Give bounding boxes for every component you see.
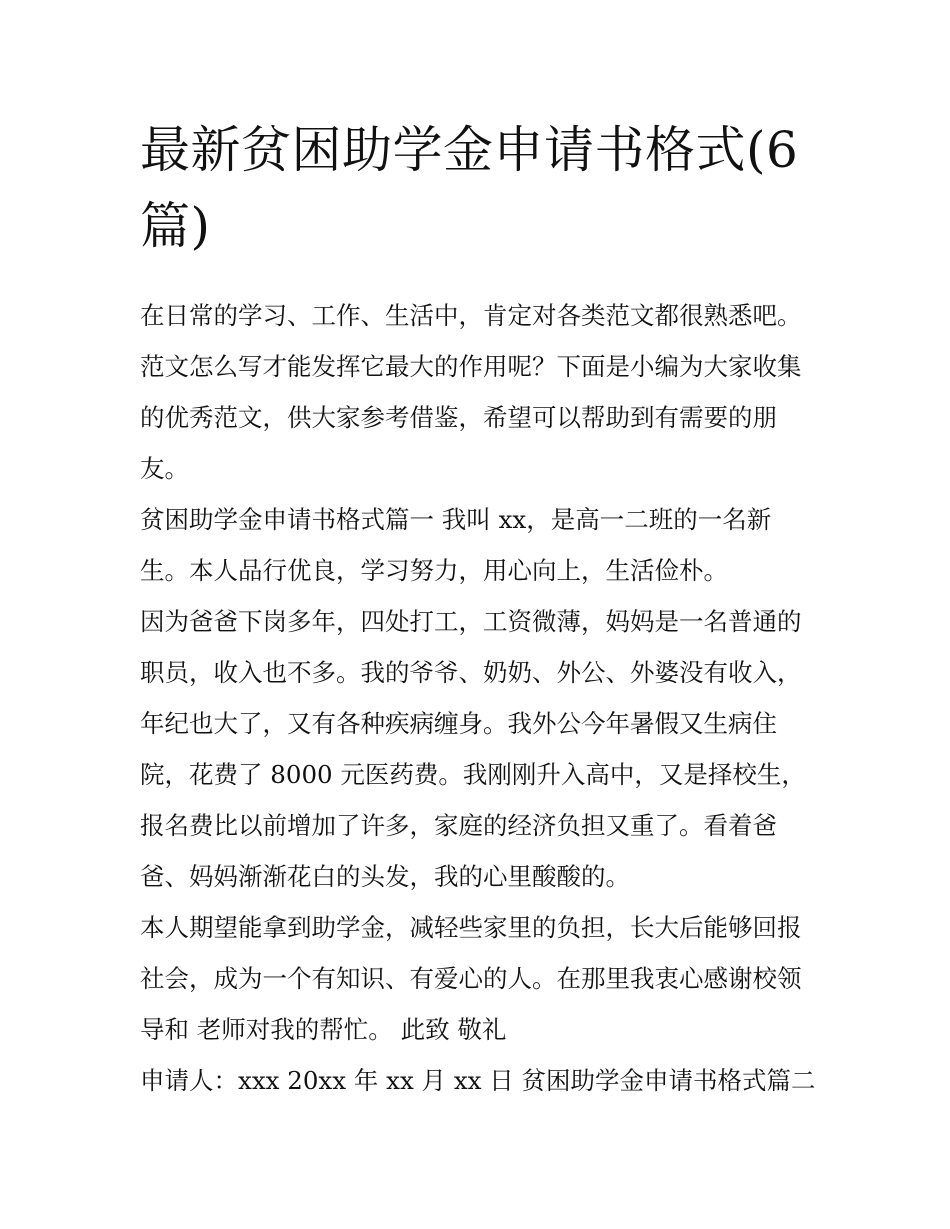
paragraph-hope (140, 902, 820, 1055)
text-line: 年纪也大了，又有各种疾病缠身。我外公今年暑假又生病住 (140, 709, 777, 738)
text-line: 贫困助学金申请书格式篇一 我叫 xx，是高一二班的一名新 (140, 505, 772, 534)
text-line: 友。 (140, 454, 189, 483)
title-line: 篇) (140, 197, 211, 255)
document-content (140, 112, 820, 1106)
text-line: 报名费比以前增加了许多，家庭的经济负担又重了。看着爸 (140, 811, 777, 840)
paragraph-signature (140, 1055, 820, 1106)
title-line: 最新贫困助学金申请书格式(6 (140, 121, 799, 179)
text-line: 本人期望能拿到助学金，减轻些家里的负担，长大后能够回报 (140, 913, 802, 942)
paragraph-section-one-intro (140, 494, 820, 596)
text-line: 申请人：xxx 20xx 年 xx 月 xx 日 贫困助学金申请书格式篇二 (140, 1066, 816, 1095)
text-line: 社会，成为一个有知识、有爱心的人。在那里我衷心感谢校领 (140, 964, 802, 993)
paragraph-family-situation (140, 596, 820, 902)
paragraph-intro (140, 290, 820, 494)
document-title (140, 112, 820, 264)
text-line: 院，花费了 8000 元医药费。我刚刚升入高中，又是择校生， (140, 760, 806, 789)
text-line: 的优秀范文，供大家参考借鉴，希望可以帮助到有需要的朋 (140, 403, 777, 432)
text-line: 职员，收入也不多。我的爷爷、奶奶、外公、外婆没有收入， (140, 658, 802, 687)
text-line: 生。本人品行优良，学习努力，用心向上，生活俭朴。 (140, 556, 728, 585)
text-line: 导和 老师对我的帮忙。 此致 敬礼 (140, 1015, 507, 1044)
text-line: 因为爸爸下岗多年，四处打工，工资微薄，妈妈是一名普通的 (140, 607, 802, 636)
text-line: 爸、妈妈渐渐花白的头发，我的心里酸酸的。 (140, 862, 630, 891)
text-line: 在日常的学习、工作、生活中，肯定对各类范文都很熟悉吧。 (140, 301, 802, 330)
document-body (140, 290, 820, 1106)
text-line: 范文怎么写才能发挥它最大的作用呢？下面是小编为大家收集 (140, 352, 802, 381)
